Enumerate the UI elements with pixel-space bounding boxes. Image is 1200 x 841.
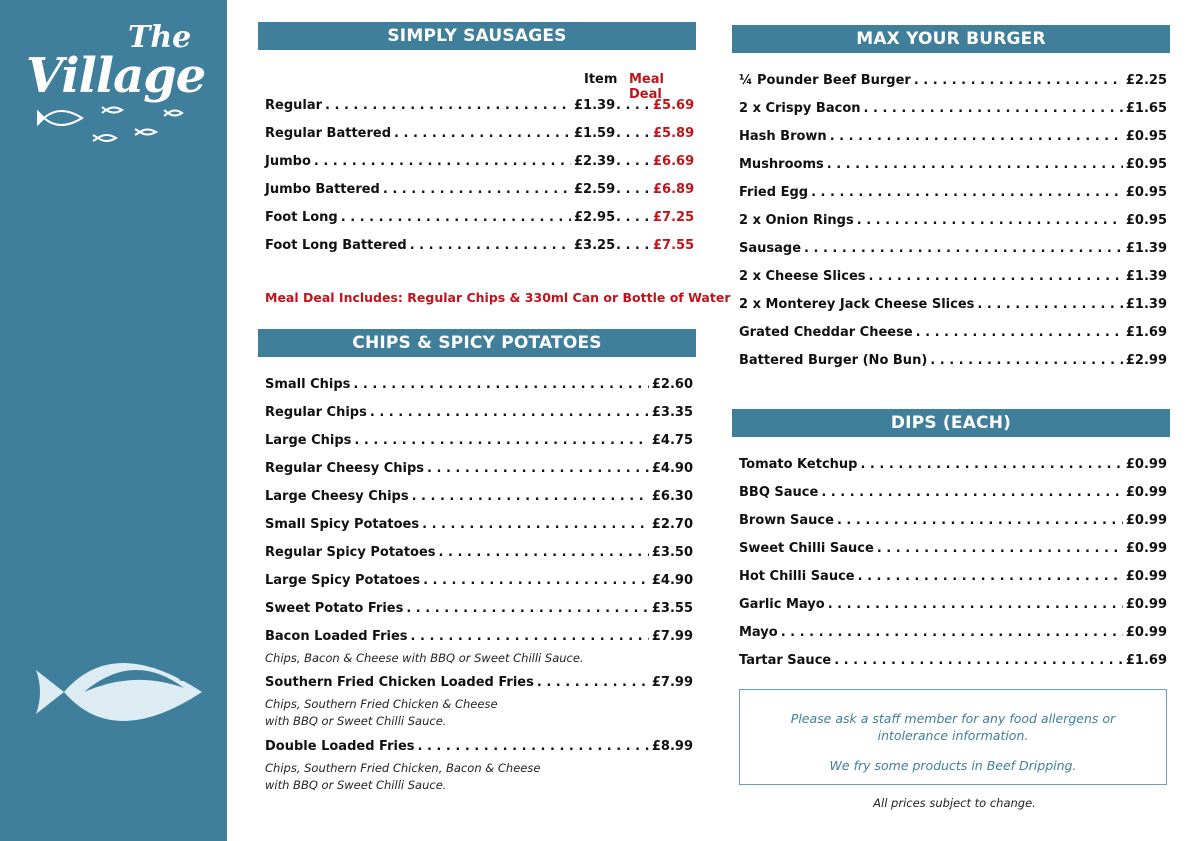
item-name: Tartar Sauce: [739, 653, 832, 668]
leader-dots: [353, 377, 648, 392]
leader-dots: [370, 405, 649, 420]
item-price: £0.99: [1125, 485, 1167, 500]
item-name: Garlic Mayo: [739, 597, 825, 612]
menu-item: [265, 629, 693, 649]
leader-dots: [916, 325, 1123, 340]
item-price: £2.95: [574, 210, 616, 225]
leader-dots: [341, 210, 571, 225]
item-price: £0.99: [1125, 597, 1167, 612]
menu-item: [265, 238, 693, 258]
item-description: Chips, Southern Fried Chicken & Cheese: [265, 697, 498, 711]
allergen-notice: [739, 689, 1167, 785]
item-price: £0.99: [1125, 625, 1167, 640]
item-price: £3.55: [651, 601, 693, 616]
leader-dots: [616, 154, 651, 169]
item-price: £4.90: [651, 461, 693, 476]
item-price: £3.25: [574, 238, 616, 253]
item-price: £7.99: [651, 629, 693, 644]
leader-dots: [869, 269, 1123, 284]
menu-item: [739, 513, 1167, 533]
menu-item: [739, 541, 1167, 561]
item-name: ¼ Pounder Beef Burger: [739, 73, 911, 88]
item-name: Regular Cheesy Chips: [265, 461, 425, 476]
menu-item: [265, 573, 693, 593]
item-name: Small Spicy Potatoes: [265, 517, 420, 532]
item-name: 2 x Cheese Slices: [739, 269, 866, 284]
menu-item: [265, 433, 693, 453]
menu-item: [265, 126, 693, 146]
leader-dots: [537, 675, 649, 690]
leader-dots: [616, 126, 651, 141]
leader-dots: [830, 129, 1123, 144]
item-description: Chips, Bacon & Cheese with BBQ or Sweet Chilli Sauce.: [265, 651, 584, 665]
item-name: Hot Chilli Sauce: [739, 569, 855, 584]
item-description: with BBQ or Sweet Chilli Sauce.: [265, 714, 447, 728]
item-price: £1.69: [1125, 653, 1167, 668]
leader-dots: [914, 73, 1123, 88]
leader-dots: [616, 238, 651, 253]
item-name: Double Loaded Fries: [265, 739, 415, 754]
item-description: with BBQ or Sweet Chilli Sauce.: [265, 778, 447, 792]
item-name: Jumbo Battered: [265, 182, 380, 197]
section-title-dips: DIPS (EACH): [732, 409, 1170, 437]
item-price: £6.30: [651, 489, 693, 504]
leader-dots: [423, 573, 649, 588]
item-price: £1.69: [1125, 325, 1167, 340]
menu-item: [739, 353, 1167, 373]
allergen-notice-line: intolerance information.: [877, 728, 1029, 743]
meal-deal-price: £6.69: [653, 154, 695, 169]
leader-dots: [821, 485, 1123, 500]
item-name: Large Spicy Potatoes: [265, 573, 421, 588]
menu-item: [265, 675, 693, 695]
item-price: £0.99: [1125, 569, 1167, 584]
leader-dots: [412, 489, 649, 504]
leader-dots: [354, 433, 648, 448]
item-price: £0.99: [1125, 541, 1167, 556]
item-price: £2.60: [651, 377, 693, 392]
menu-item: [265, 517, 693, 537]
leader-dots: [406, 601, 649, 616]
meal-deal-price: £6.89: [653, 182, 695, 197]
item-name: 2 x Crispy Bacon: [739, 101, 861, 116]
leader-dots: [616, 98, 651, 113]
leader-dots: [858, 569, 1123, 584]
menu-item: [739, 597, 1167, 617]
leader-dots: [837, 513, 1123, 528]
leader-dots: [804, 241, 1123, 256]
leader-dots: [410, 238, 571, 253]
meal-deal-note: Meal Deal Includes: Regular Chips & 330ml Can or Bottle of Water: [265, 290, 731, 305]
item-price: £8.99: [651, 739, 693, 754]
item-price: £1.39: [574, 98, 616, 113]
menu-item: [739, 213, 1167, 233]
leader-dots: [827, 157, 1123, 172]
menu-item: [265, 601, 693, 621]
menu-item: [739, 157, 1167, 177]
item-name: Bacon Loaded Fries: [265, 629, 408, 644]
menu-item: [265, 98, 693, 118]
item-name: Sausage: [739, 241, 802, 256]
leader-dots: [828, 597, 1123, 612]
menu-item: [265, 210, 693, 230]
item-name: 2 x Onion Rings: [739, 213, 854, 228]
menu-item: [739, 457, 1167, 477]
leader-dots: [427, 461, 649, 476]
item-price: £2.70: [651, 517, 693, 532]
item-price: £3.35: [651, 405, 693, 420]
leader-dots: [325, 98, 571, 113]
item-name: Mushrooms: [739, 157, 824, 172]
leader-dots: [811, 185, 1123, 200]
item-name: Fried Egg: [739, 185, 809, 200]
menu-item: [739, 269, 1167, 289]
menu-item: [265, 182, 693, 202]
item-name: Foot Long: [265, 210, 338, 225]
item-price: £4.75: [651, 433, 693, 448]
item-name: Sweet Potato Fries: [265, 601, 404, 616]
menu-item: [739, 241, 1167, 261]
item-name: Large Chips: [265, 433, 352, 448]
menu-item: [265, 461, 693, 481]
section-title-burger: MAX YOUR BURGER: [732, 25, 1170, 53]
allergen-notice-line: Please ask a staff member for any food allergens or: [790, 711, 1116, 726]
menu-item: [739, 185, 1167, 205]
menu-item: [265, 154, 693, 174]
item-name: Battered Burger (No Bun): [739, 353, 928, 368]
item-name: Regular Chips: [265, 405, 367, 420]
menu-item: [739, 653, 1167, 673]
meal-deal-price: £5.89: [653, 126, 695, 141]
item-price: £1.65: [1125, 101, 1167, 116]
section-title-chips: CHIPS & SPICY POTATOES: [258, 329, 696, 357]
item-name: Grated Cheddar Cheese: [739, 325, 913, 340]
menu-item: [739, 101, 1167, 121]
item-price: £1.39: [1125, 269, 1167, 284]
menu-item: [265, 489, 693, 509]
item-price: £0.95: [1125, 157, 1167, 172]
leader-dots: [418, 739, 649, 754]
leader-dots: [977, 297, 1122, 312]
meal-deal-price: £5.69: [653, 98, 695, 113]
item-price: £3.50: [651, 545, 693, 560]
leader-dots: [383, 182, 571, 197]
small-fish-icons: [30, 100, 200, 150]
leader-dots: [857, 213, 1123, 228]
menu-item: [265, 739, 693, 759]
item-price: £1.39: [1125, 297, 1167, 312]
item-name: Southern Fried Chicken Loaded Fries: [265, 675, 534, 690]
prices-subject-to-change: All prices subject to change.: [873, 796, 1036, 810]
item-name: Regular Spicy Potatoes: [265, 545, 436, 560]
menu-item: [739, 73, 1167, 93]
fish-icon: [34, 642, 206, 742]
item-name: Brown Sauce: [739, 513, 834, 528]
leader-dots: [422, 517, 649, 532]
item-price: £0.99: [1125, 457, 1167, 472]
item-price: £2.99: [1125, 353, 1167, 368]
section-title-sausages: SIMPLY SAUSAGES: [258, 22, 696, 50]
logo: [0, 0, 227, 160]
item-name: BBQ Sauce: [739, 485, 819, 500]
menu-item: [739, 297, 1167, 317]
item-name: Foot Long Battered: [265, 238, 407, 253]
item-price: £1.59: [574, 126, 616, 141]
menu-item: [265, 405, 693, 425]
leader-dots: [394, 126, 571, 141]
leader-dots: [439, 545, 649, 560]
leader-dots: [834, 653, 1123, 668]
item-name: Tomato Ketchup: [739, 457, 858, 472]
leader-dots: [877, 541, 1123, 556]
col-header-item: Item: [584, 72, 618, 87]
item-price: £0.95: [1125, 185, 1167, 200]
item-price: £7.99: [651, 675, 693, 690]
item-name: Mayo: [739, 625, 778, 640]
menu-item: [265, 377, 693, 397]
col-header-meal-deal: Meal Deal: [629, 72, 664, 102]
menu-item: [739, 485, 1167, 505]
item-price: £1.39: [1125, 241, 1167, 256]
item-name: Small Chips: [265, 377, 351, 392]
item-description: Chips, Southern Fried Chicken, Bacon & Cheese: [265, 761, 541, 775]
item-price: £2.59: [574, 182, 616, 197]
item-price: £0.95: [1125, 213, 1167, 228]
item-price: £4.90: [651, 573, 693, 588]
menu-item: [739, 569, 1167, 589]
leader-dots: [930, 353, 1123, 368]
leader-dots: [860, 457, 1122, 472]
leader-dots: [781, 625, 1123, 640]
meal-deal-price: £7.55: [653, 238, 695, 253]
beef-dripping-notice: We fry some products in Beef Dripping.: [829, 758, 1077, 773]
item-name: Regular: [265, 98, 323, 113]
menu-item: [739, 129, 1167, 149]
menu-item: [739, 325, 1167, 345]
logo-the-text: The: [128, 20, 192, 55]
leader-dots: [411, 629, 649, 644]
item-name: Regular Battered: [265, 126, 392, 141]
leader-dots: [314, 154, 571, 169]
leader-dots: [616, 210, 651, 225]
item-name: Jumbo: [265, 154, 311, 169]
item-name: Hash Brown: [739, 129, 827, 144]
item-price: £2.39: [574, 154, 616, 169]
item-name: Sweet Chilli Sauce: [739, 541, 874, 556]
item-price: £2.25: [1125, 73, 1167, 88]
meal-deal-price: £7.25: [653, 210, 695, 225]
item-name: 2 x Monterey Jack Cheese Slices: [739, 297, 975, 312]
leader-dots: [616, 182, 651, 197]
logo-village-text: Village: [26, 48, 206, 104]
menu-item: [739, 625, 1167, 645]
sidebar: [0, 0, 227, 841]
leader-dots: [864, 101, 1123, 116]
item-price: £0.95: [1125, 129, 1167, 144]
item-name: Large Cheesy Chips: [265, 489, 409, 504]
item-price: £0.99: [1125, 513, 1167, 528]
menu-item: [265, 545, 693, 565]
